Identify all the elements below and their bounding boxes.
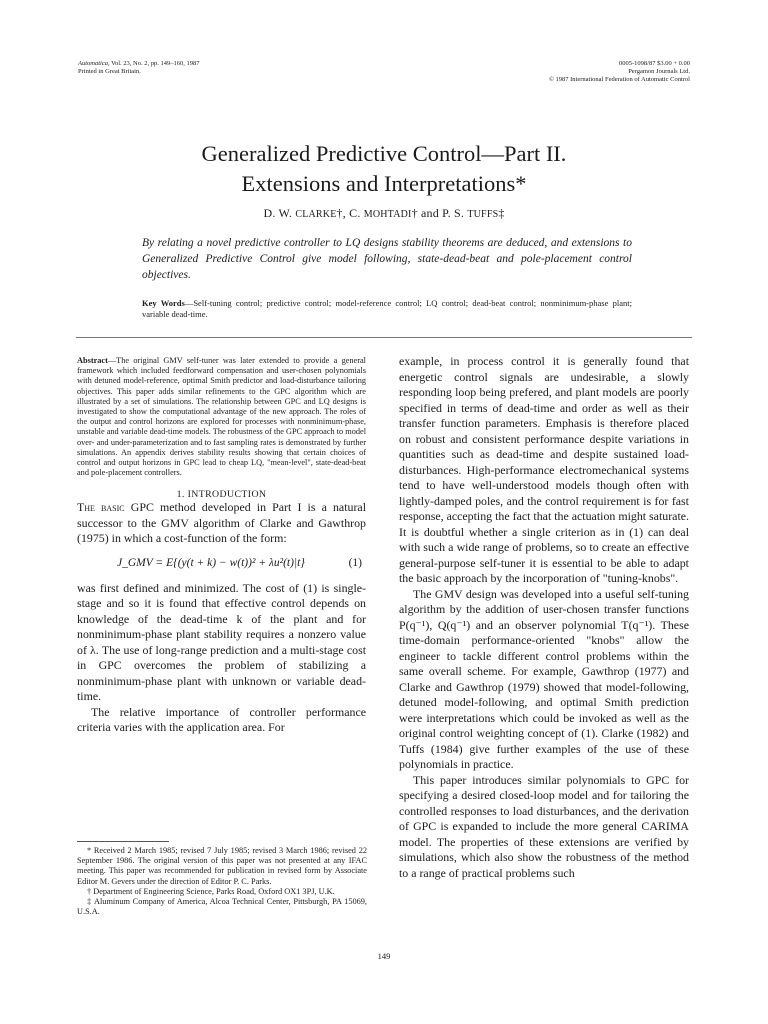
publisher-name: Pergamon Journals Ltd.: [628, 68, 690, 75]
publisher-info: [549, 60, 690, 84]
intro-paragraph-2: was first defined and minimized. The cost of (1) is single-stage and so it is found that effective control depends on knowledge of the dead-time k of the plant and for nonminimum-phase plant stability requires a nonzero value of λ. The use of long-range prediction and a multi-stage cost in GPC overcomes the problem of stabilizing a nonminimum-phase plant with unknown or variable dead-time.: [77, 580, 366, 704]
footnotes: [77, 846, 367, 917]
footnote-affiliation-2: ‡ Aluminum Company of America, Alcoa Technical Center, Pittsburgh, PA 15069, U.S.A.: [77, 897, 367, 917]
italic-summary: By relating a novel predictive controller to LQ designs stability theorems are deduced, and extensions to Generalized Predictive Control give model following, state-dead-beat and pole-placement control objectives.: [142, 237, 632, 281]
header-divider: [76, 337, 692, 338]
paper-title: [0, 139, 768, 199]
journal-citation: [78, 60, 199, 76]
right-column: [399, 354, 689, 881]
section-heading: 1. INTRODUCTION: [176, 489, 267, 501]
title-line-2: Extensions and Interpretations*: [241, 171, 527, 196]
footnote-divider: [77, 841, 169, 842]
article-code: 0005-1098/87 $3.00 + 0.00: [618, 60, 690, 67]
title-line-1: Generalized Predictive Control—Part II.: [201, 141, 567, 166]
author-1-surname: CLARKE: [295, 209, 337, 220]
footnote-affiliation-1: † Department of Engineering Science, Parks Road, Oxford OX1 3PJ, U.K.: [87, 886, 335, 896]
right-paragraph-3: This paper introduces similar polynomials to GPC for specifying a desired closed-loop model and for tailoring the controlled responses to load disturbances, and the derivation of GPC is expanded to include the more general CARIMA model. The properties of these extensions are verified by simulations, which also show the robustness of the method to a range of practical problems such: [399, 772, 689, 880]
right-paragraph-2: The GMV design was developed into a useful self-tuning algorithm by the addition of user-chosen transfer functions P(q⁻¹), Q(q⁻¹) and an observer polynomial T(q⁻¹). These time-domain performance-oriented "knobs" allow the engineer to tackle different control problems within the same overall scheme. For example, Gawthrop (1977) and Clarke and Gawthrop (1979) showed that model-following, detuned model-following, and optimal Smith prediction were interpretations which could be invoked as well as the original control weighting concept of (1). Clarke (1982) and Tuffs (1984) give further examples of the use of these polynomials in practice.: [399, 586, 689, 771]
copyright-line: © 1987 International Federation of Automatic Control: [548, 76, 690, 83]
key-words-label: Key Words: [142, 298, 185, 308]
abstract: [77, 356, 366, 478]
abstract-text: —The original GMV self-tuner was later extended to provide a general framework which included feedforward compensation and user-chosen polynomials with detuned model-reference, optimal Smith predictor and load-disturbance tailoring objectives. This paper adds similar refinements to the GPC algorithm which are illustrated by a set of simulations. The relationship between GPC and LQ designs is investigated to show the computational advantage of the new approach. The roles of the output and control horizons are explored for processes with nonminimum-phase, unstable and variable dead-time models. The robustness of the GPC approach to model over- and under-parameterization and to fast sampling rates is demonstrated by further simulations. An appendix derives stability results showing that certain choices of control and output horizons in GPC lead to cheap LQ, "mean-level", state-dead-beat and pole-placement controllers.: [77, 356, 367, 478]
right-paragraph-1: example, in process control it is generally found that energetic control signals are undesirable, a slowly responding loop being prefered, and plant models are poorly specified in terms of dead-time and order as well as their transfer function parameters. Emphasis is therefore placed on robust and consistent performance despite variations in quantities such as dead-time and despite sustained load-disturbances. High-performance electromechanical systems tend to have well-understood models though often with lightly-damped poles, and the control requirement is for fast response, accepting the fact that the actuation might saturate. It is doubtful whether a single criterion as in (1) can deal with such a wide range of problems, so to create an effective general-purpose self-tuner it is essential to be able to adapt the basic approach by the incorporation of "tuning-knobs".: [399, 354, 689, 585]
key-words-text: —Self-tuning control; predictive control; model-reference control; LQ control; dead-beat control; nonminimum-phase plant; variable dead-time.: [142, 298, 632, 319]
author-2-initials: C.: [349, 206, 364, 220]
printed-in: Printed in Great Britain.: [78, 68, 141, 75]
author-3-surname: TUFFS: [467, 209, 499, 220]
author-3-initials: P. S.: [442, 206, 468, 220]
left-column: [77, 356, 366, 736]
equation-number: (1): [348, 556, 362, 569]
journal-volume: , Vol. 23, No. 2, pp. 149–160, 1987: [107, 60, 200, 67]
author-2-mark: † and: [411, 206, 443, 220]
intro-lead-in: The basic: [77, 500, 125, 515]
key-words: [142, 298, 632, 320]
author-1-mark: †,: [336, 206, 350, 220]
intro-text-1: GPC method developed in Part I is a natural successor to the GMV algorithm of Clarke and Gawthrop (1975) in which a cost-function of the form:: [77, 500, 367, 546]
author-2-surname: MOHTADI: [363, 209, 412, 220]
abstract-label: Abstract: [77, 356, 108, 365]
footnote-received: * Received 2 March 1985; revised 7 July 1985; revised 3 March 1986; revised 22 September 1986. The original version of this paper was not presented at any IFAC meeting. This paper was recommended for publication in revised form by Associate Editor M. Gevers under the direction of Editor P. C. Parks.: [77, 846, 367, 886]
author-1-initials: D. W.: [263, 206, 296, 220]
equation-body: J_GMV = E{(y(t + k) − w(t))² + λu²(t)|t}: [117, 556, 305, 569]
intro-paragraph-1: [77, 500, 366, 547]
equation-1: [77, 553, 366, 577]
intro-paragraph-3: The relative importance of controller performance criteria varies with the application area. For: [77, 704, 366, 735]
journal-name: Automatica: [78, 60, 108, 67]
author-list: [0, 206, 768, 221]
author-3-mark: ‡: [498, 206, 505, 220]
page-number: 149: [377, 951, 391, 961]
